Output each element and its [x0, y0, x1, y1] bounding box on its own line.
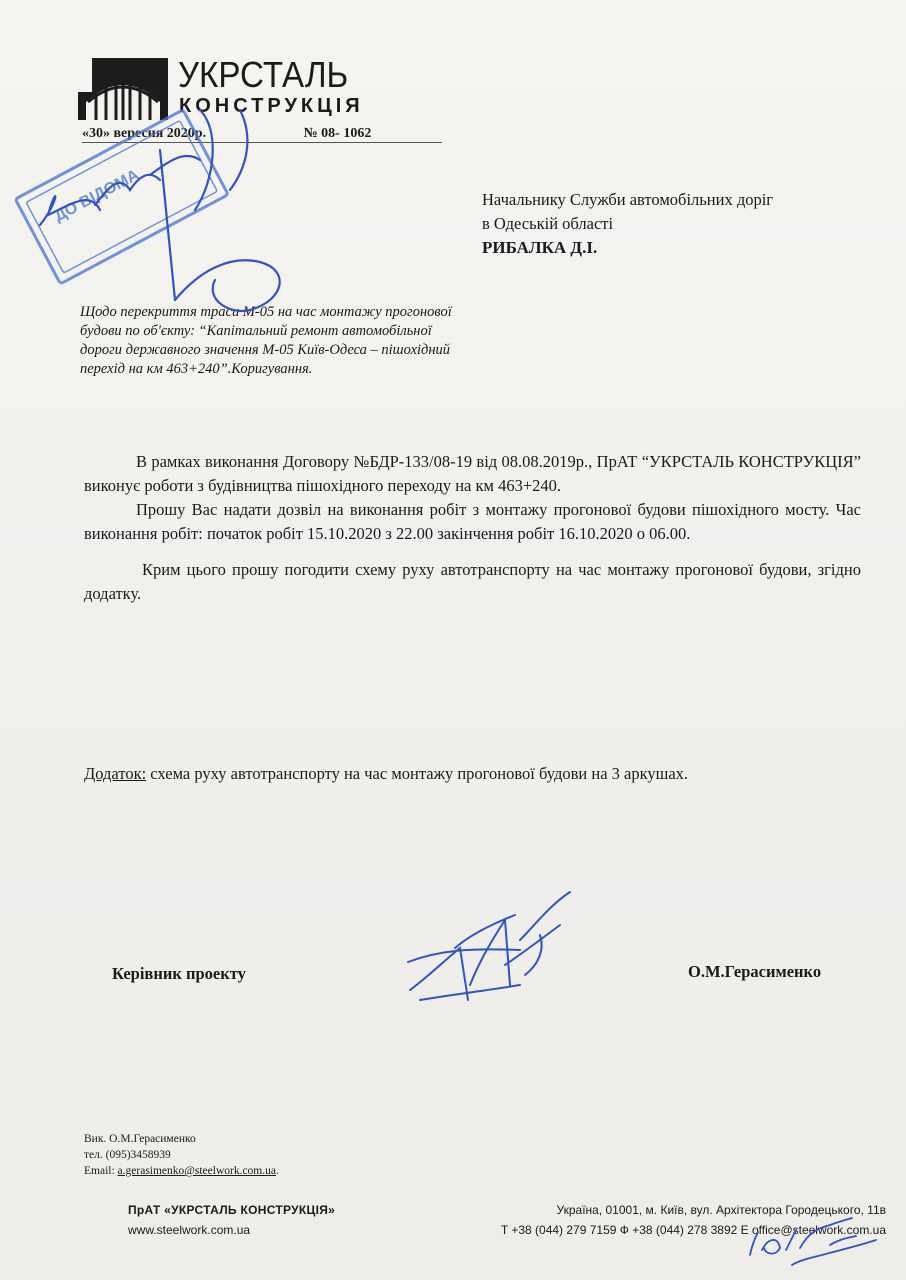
- footer-company: ПрАТ «УКРСТАЛЬ КОНСТРУКЦІЯ»: [128, 1203, 336, 1217]
- letter-date: «30» вересня 2020р.: [82, 126, 207, 141]
- subject-text: Щодо перекриття траси М-05 на час монтажу прогонової будови по об'єкту: “Капітальний ремонт автомобільної дороги державного значення М-05 Київ-Одеса – пішохідний перехід на км 463+240”.Коригування.: [80, 304, 452, 377]
- date-line: [82, 126, 371, 142]
- footer-address: Україна, 01001, м. Київ, вул. Архітектора Городецького, 11в: [556, 1203, 886, 1217]
- addressee-line1: Начальнику Служби автомобільних доріг: [482, 190, 774, 209]
- executor-contact: [84, 1131, 279, 1179]
- letter-number: № 08- 1062: [303, 126, 372, 141]
- attachment-label: Додаток:: [84, 764, 147, 783]
- addressee-name: РИБАЛКА Д.І.: [482, 238, 598, 257]
- body-paragraph-3: Крим цього прошу погодити схему руху автотранспорту на час монтажу прогонової будови, згідно додатку.: [84, 560, 861, 603]
- executor-email-line: Email: a.gerasimenko@steelwork.com.ua.: [84, 1165, 279, 1177]
- company-name: УКРСТАЛЬ: [178, 54, 349, 95]
- signer-name: О.М.Герасименко: [688, 962, 822, 981]
- body-paragraph-2: Прошу Вас надати дозвіл на виконання робіт з монтажу прогонової будови пішохідного мосту. Час виконання робіт: початок робіт 15.10.2020 з 22.00 закінчення робіт 16.10.2020 о 06.00.: [84, 500, 861, 543]
- executor-name: Вик. О.М.Герасименко: [84, 1133, 196, 1145]
- bridge-arch-icon: [78, 58, 168, 120]
- executor-email-link[interactable]: a.gerasimenko@steelwork.com.ua: [117, 1165, 276, 1177]
- date-underline: [82, 142, 442, 143]
- attachment-line: [84, 764, 688, 784]
- addressee-block: [482, 188, 773, 260]
- attachment-text: схема руху автотранспорту на час монтажу прогонової будови на 3 аркушах.: [146, 764, 689, 783]
- executor-phone: тел. (095)3458939: [84, 1149, 171, 1161]
- footer-website[interactable]: www.steelwork.com.ua: [128, 1223, 251, 1237]
- addressee-line2: в Одеській області: [482, 214, 614, 233]
- body-paragraph-1: В рамках виконання Договору №БДР-133/08-19 від 08.08.2019р., ПрАТ “УКРСТАЛЬ КОНСТРУКЦІЯ” виконує роботи з будівництва пішохідного переходу на км 463+240.: [84, 452, 861, 495]
- footer-phones: T +38 (044) 279 7159 Ф +38 (044) 278 3892 E office@steelwork.com.ua: [500, 1223, 886, 1237]
- signer-role: Керівник проекту: [112, 964, 246, 983]
- stamp-text: ДО ВІДОМА: [51, 166, 142, 226]
- letter-body: [84, 450, 861, 606]
- footer-company-block: [128, 1200, 335, 1240]
- company-subname: КОНСТРУКЦІЯ: [179, 95, 364, 117]
- footer-address-block: [501, 1200, 886, 1240]
